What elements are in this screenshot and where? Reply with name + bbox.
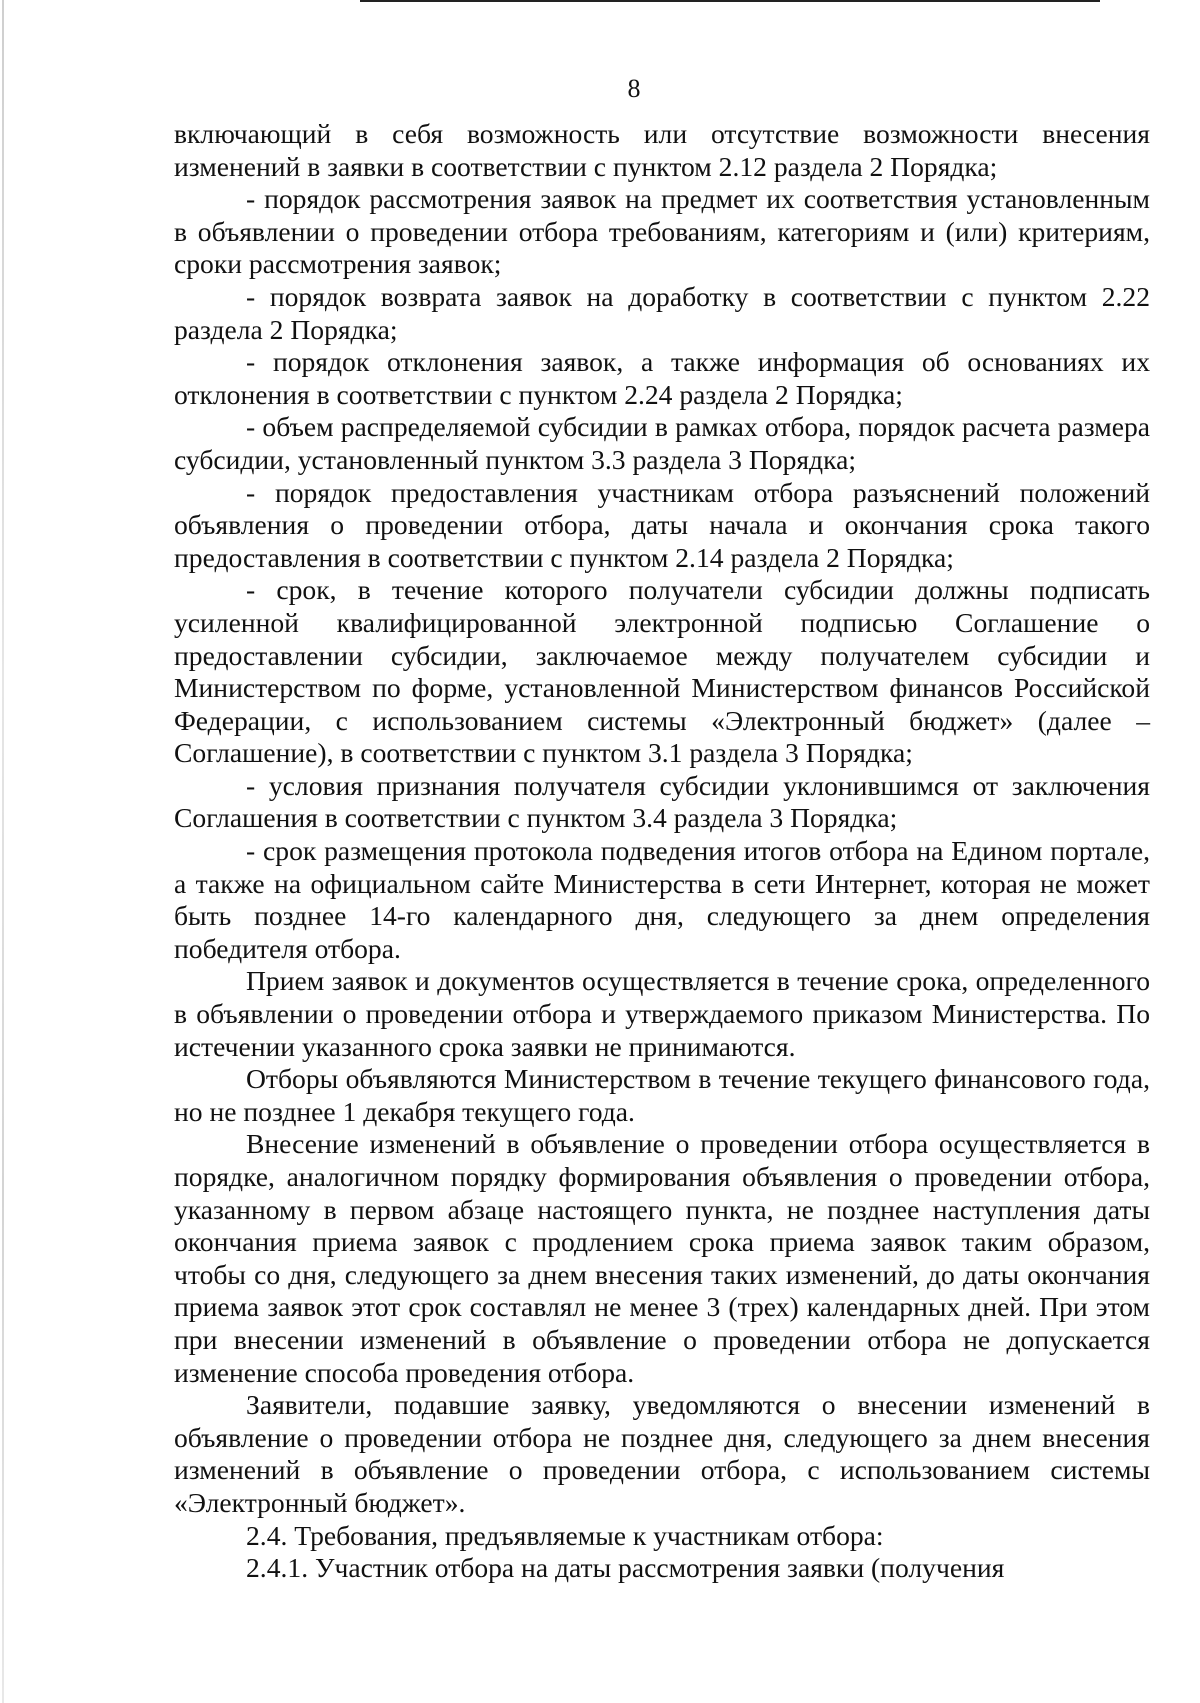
paragraph-11: Отборы объявляются Министерством в течение текущего финансового года, но не позднее 1 декабря текущего года. bbox=[174, 1063, 1150, 1127]
paragraph-9: - срок размещения протокола подведения итогов отбора на Едином портале, а также на официальном сайте Министерства в сети Интернет, которая не может быть позднее 14-го календарного дня, следующего за днем определения победителя отбора. bbox=[174, 835, 1150, 964]
paragraph-10: Прием заявок и документов осуществляется в течение срока, определенного в объявлении о проведении отбора и утверждаемого приказом Министерства. По истечении указанного срока заявки не принимаются. bbox=[174, 965, 1150, 1062]
document-body bbox=[174, 118, 1150, 1585]
paragraph-14: 2.4. Требования, предъявляемые к участникам отбора: bbox=[246, 1519, 884, 1551]
paragraph-7: - срок, в течение которого получатели субсидии должны подписать усиленной квалифицированной электронной подписью Соглашение о предоставлении субсидии, заключаемое между получателем субсидии и Министерством по форме, установленной Министерством финансов Российской Федерации, с использованием системы «Электронный бюджет» (далее – Соглашение), в соответствии с пунктом 3.1 раздела 3 Порядка; bbox=[174, 574, 1150, 769]
paragraph-15: 2.4.1. Участник отбора на даты рассмотрения заявки (получения bbox=[246, 1552, 1005, 1584]
paragraph-6: - порядок предоставления участникам отбора разъяснений положений объявления о проведении отбора, даты начала и окончания срока такого предоставления в соответствии с пунктом 2.14 раздела 2 Порядка; bbox=[174, 476, 1150, 573]
top-scan-rule bbox=[360, 0, 1100, 2]
paragraph-12: Внесение изменений в объявление о проведении отбора осуществляется в порядке, аналогичном порядку формирования объявления о проведении отбора, указанному в первом абзаце настоящего пункта, не позднее наступления даты окончания приема заявок с продлением срока приема заявок таким образом, чтобы со дня, следующего за днем внесения таких изменений, до даты окончания приема заявок этот срок составлял не менее 3 (трех) календарных дней. При этом при внесении изменений в объявление о проведении отбора не допускается изменение способа проведения отбора. bbox=[174, 1128, 1150, 1388]
paragraph-13: Заявители, подавшие заявку, уведомляются о внесении изменений в объявление о проведении отбора не позднее дня, следующего за днем внесения изменений в объявление о проведении отбора, с использованием системы «Электронный бюджет». bbox=[174, 1389, 1150, 1518]
page-number: 8 bbox=[627, 74, 641, 103]
paragraph-4: - порядок отклонения заявок, а также информация об основаниях их отклонения в соответствии с пунктом 2.24 раздела 2 Порядка; bbox=[174, 346, 1150, 410]
left-scan-edge bbox=[2, 0, 4, 1703]
paragraph-8: - условия признания получателя субсидии уклонившимся от заключения Соглашения в соответствии с пунктом 3.4 раздела 3 Порядка; bbox=[174, 769, 1150, 834]
paragraph-5: - объем распределяемой субсидии в рамках отбора, порядок расчета размера субсидии, установленный пунктом 3.3 раздела 3 Порядка; bbox=[174, 411, 1150, 475]
paragraph-3: - порядок возврата заявок на доработку в соответствии с пунктом 2.22 раздела 2 Порядка; bbox=[174, 280, 1150, 345]
paragraph-2: - порядок рассмотрения заявок на предмет их соответствия установленным в объявлении о проведении отбора требованиям, категориям и (или) критериям, сроки рассмотрения заявок; bbox=[174, 183, 1150, 280]
paragraph-1: включающий в себя возможность или отсутствие возможности внесения изменений в заявки в соответствии с пунктом 2.12 раздела 2 Порядка; bbox=[174, 118, 1150, 182]
